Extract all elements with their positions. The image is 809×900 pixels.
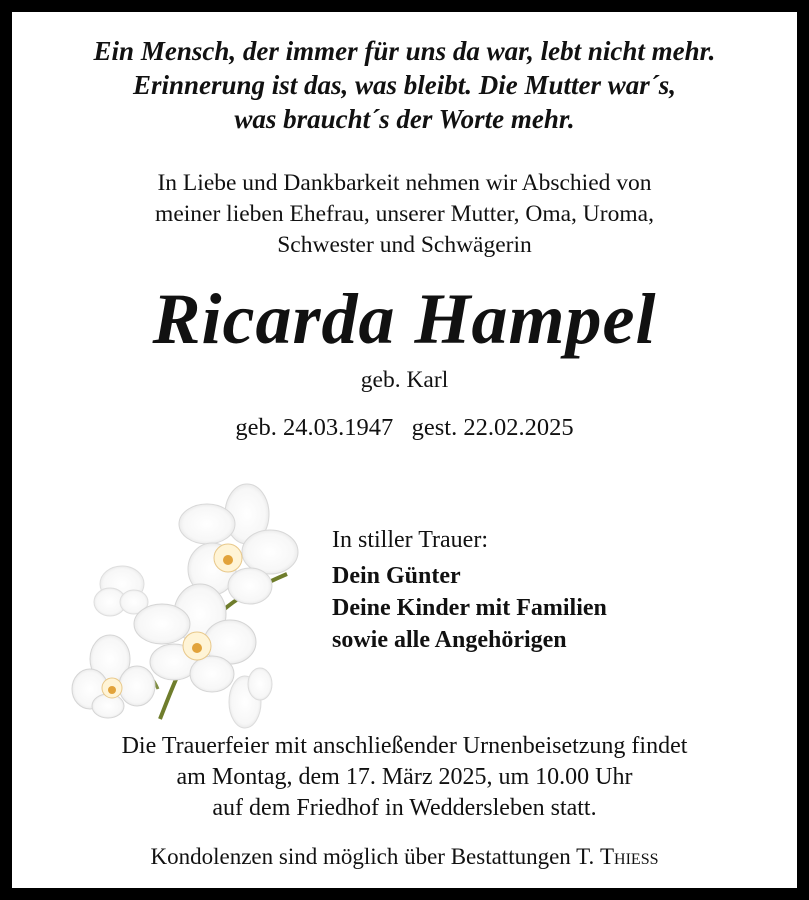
- service-line: Die Trauerfeier mit anschließender Urnenbeisetzung findet: [121, 733, 688, 759]
- condolences-note: [12, 843, 797, 871]
- intro-line: meiner lieben Ehefrau, unserer Mutter, Oma, Uroma,: [155, 201, 654, 227]
- deceased-name: Ricarda Hampel: [152, 279, 657, 359]
- memorial-poem: [12, 34, 797, 136]
- mourner-line: Deine Kinder mit Familien: [332, 595, 607, 621]
- mourner-line: Dein Günter: [332, 563, 461, 589]
- mourners-block: [332, 524, 772, 656]
- mourner-line: sowie alle Angehörigen: [332, 627, 567, 653]
- service-line: auf dem Friedhof in Weddersleben statt.: [212, 795, 597, 821]
- funeral-home-name: Thieß: [599, 844, 659, 869]
- mourning-lead: In stiller Trauer:: [332, 527, 488, 553]
- poem-line: Erinnerung ist das, was bleibt. Die Mutter war´s,: [132, 70, 677, 100]
- funeral-service-info: [12, 731, 797, 824]
- maiden-name: geb. Karl: [360, 367, 449, 393]
- intro-line: In Liebe und Dankbarkeit nehmen wir Abschied von: [157, 170, 652, 196]
- poem-line: Ein Mensch, der immer für uns da war, lebt nicht mehr.: [93, 36, 716, 66]
- death-date: gest. 22.02.2025: [411, 414, 574, 441]
- service-line: am Montag, dem 17. März 2025, um 10.00 Uhr: [176, 764, 633, 790]
- intro-line: Schwester und Schwägerin: [277, 232, 532, 258]
- farewell-intro: [12, 168, 797, 261]
- orchid-flower-image: [62, 474, 302, 736]
- obituary-notice: [12, 12, 797, 888]
- condolences-text: Kondolenzen sind möglich über Bestattungen T.: [150, 844, 600, 869]
- poem-line: was braucht´s der Worte mehr.: [234, 104, 575, 134]
- life-dates: [12, 413, 797, 443]
- birth-date: geb. 24.03.1947: [235, 414, 394, 441]
